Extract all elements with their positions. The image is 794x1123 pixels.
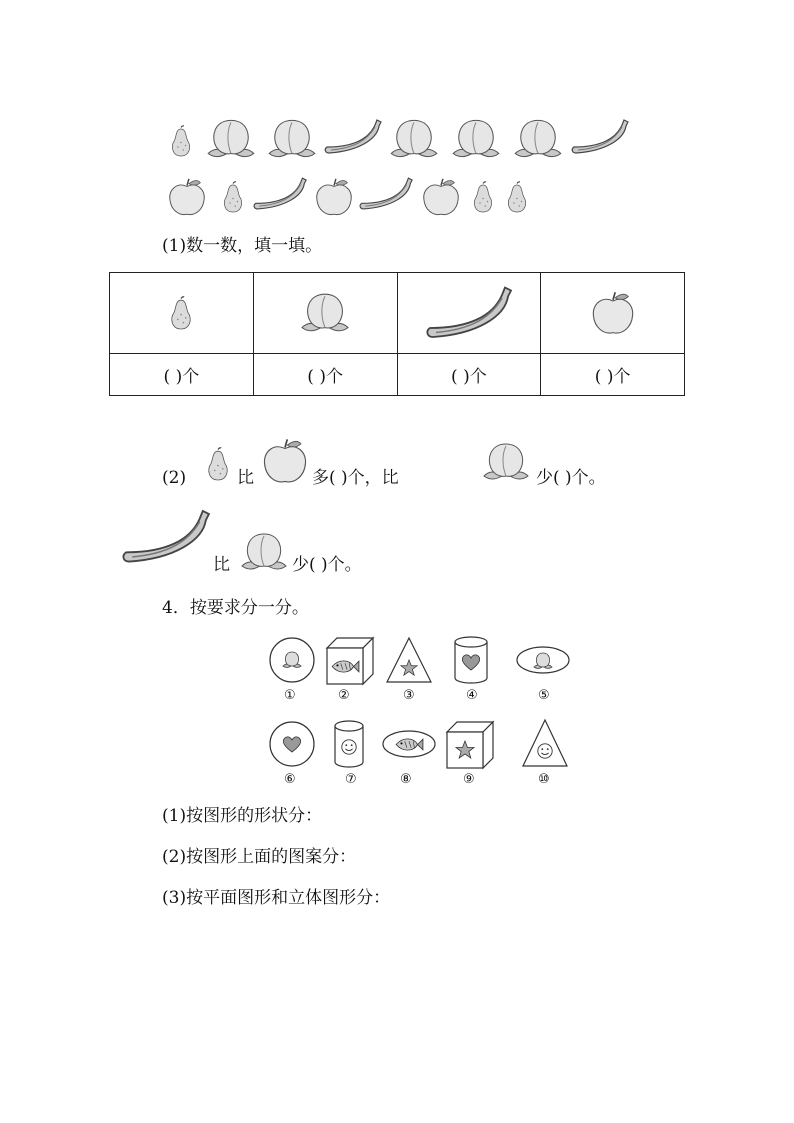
- shapes-row-1: [265, 632, 575, 708]
- triangle-smile-icon: [523, 720, 567, 766]
- cylinder-smile-icon: [335, 721, 363, 767]
- shape-label-2: ②: [338, 688, 350, 703]
- pear-icon: [468, 176, 498, 218]
- shape-label-4: ④: [466, 688, 478, 703]
- apple-icon: [260, 436, 310, 486]
- part2-less-blank[interactable]: 少( )个。: [536, 468, 606, 488]
- pear-icon: [218, 176, 248, 218]
- answer-blank-apple[interactable]: ( )个: [541, 354, 685, 396]
- cube-fish-icon: [327, 638, 373, 684]
- apple-icon: [589, 289, 637, 337]
- shape-label-3: ③: [403, 688, 415, 703]
- peach-icon: [236, 530, 292, 574]
- part1-prompt: (1)数一数，填一填。: [162, 236, 323, 256]
- answer-blank-banana[interactable]: ( )个: [397, 354, 541, 396]
- table-cell-banana: [397, 273, 541, 354]
- peach-icon: [385, 116, 443, 162]
- peach-icon: [447, 116, 505, 162]
- answer-blank-peach[interactable]: ( )个: [253, 354, 397, 396]
- table-cell-apple: [541, 273, 685, 354]
- circle-peach-icon: [270, 638, 314, 682]
- peach-icon: [263, 116, 321, 162]
- part2-more-blank[interactable]: 多( )个，比: [312, 468, 399, 488]
- answer-blank-pear[interactable]: ( )个: [110, 354, 254, 396]
- cube-star-icon: [447, 722, 493, 768]
- banana-icon: [323, 116, 383, 158]
- table-cell-pear: [110, 273, 254, 354]
- shape-label-10: ⑩: [538, 772, 550, 787]
- cylinder-heart-icon: [455, 637, 487, 683]
- q4-sub2: (2)按图形上面的图案分：: [162, 847, 357, 867]
- part2-label: (2): [162, 468, 187, 488]
- q4-title: 4．按要求分一分。: [162, 598, 309, 618]
- pear-icon: [202, 442, 234, 486]
- peach-icon: [295, 290, 355, 336]
- banana-icon: [120, 506, 212, 568]
- q4-sub3: (3)按平面图形和立体图形分：: [162, 888, 391, 908]
- shape-label-7: ⑦: [345, 772, 357, 787]
- q4-sub1: (1)按图形的形状分：: [162, 806, 323, 826]
- shape-label-9: ⑨: [463, 772, 475, 787]
- part2-line2-less-blank[interactable]: 少( )个。: [292, 555, 362, 575]
- peach-icon: [509, 116, 567, 162]
- table-cell-peach: [253, 273, 397, 354]
- shape-label-1: ①: [284, 688, 296, 703]
- circle-heart-icon: [270, 722, 314, 766]
- ellipse-fish-icon: [383, 731, 435, 757]
- banana-icon: [421, 283, 517, 343]
- banana-icon: [252, 174, 308, 214]
- shape-label-8: ⑧: [400, 772, 412, 787]
- pear-icon: [166, 120, 196, 162]
- part2-line2-compare-word: 比: [213, 555, 230, 575]
- shape-label-6: ⑥: [284, 772, 296, 787]
- count-table: [109, 272, 685, 396]
- pear-icon: [165, 291, 197, 335]
- triangle-star-icon: [387, 638, 431, 682]
- part2-compare-word: 比: [237, 468, 254, 488]
- pear-icon: [502, 176, 532, 218]
- banana-icon: [570, 116, 630, 158]
- ellipse-peach-icon: [517, 647, 569, 673]
- shapes-row-2: [265, 716, 575, 792]
- apple-icon: [166, 176, 208, 218]
- apple-icon: [420, 176, 462, 218]
- peach-icon: [478, 440, 534, 484]
- shape-label-5: ⑤: [538, 688, 550, 703]
- apple-icon: [313, 176, 355, 218]
- peach-icon: [202, 116, 260, 162]
- banana-icon: [358, 174, 414, 214]
